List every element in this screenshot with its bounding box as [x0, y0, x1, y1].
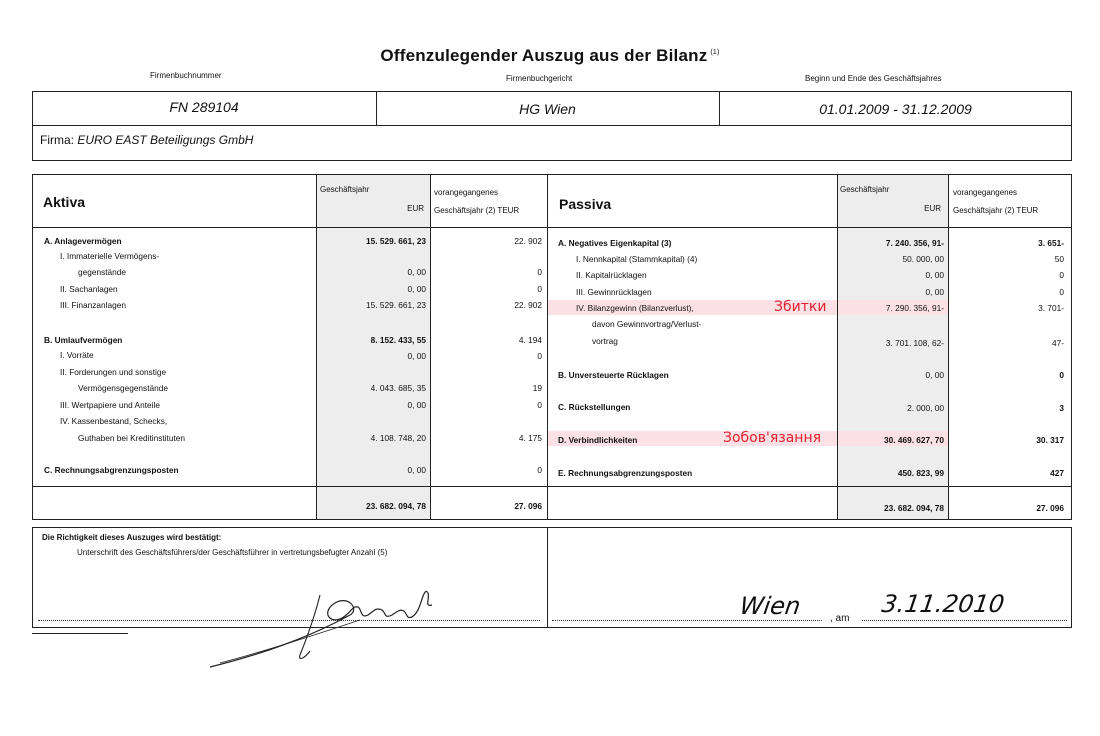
passiva-row-label: E. Rechnungsabgrenzungsposten — [558, 468, 693, 478]
aktiva-row-label: III. Finanzanlagen — [60, 300, 126, 310]
confirmation-subline: Unterschrift des Geschäftsführers/der Geschäftsführer in vertretungsbefugter Anzahl (5) — [77, 548, 388, 557]
label-geschaeftsjahr: Beginn und Ende des Geschäftsjahres — [805, 74, 942, 83]
firma-row — [40, 133, 253, 147]
date-line — [862, 620, 1067, 621]
aktiva-row-prev: 19 — [532, 383, 542, 393]
passiva-col1-head: Geschäftsjahr — [840, 185, 890, 194]
passiva-total-current: 23. 682. 094, 78 — [884, 503, 944, 513]
aktiva-row-label: Guthaben bei Kreditinstituten — [78, 433, 186, 443]
aktiva-row-label: B. Umlaufvermögen — [44, 335, 123, 345]
aktiva-row-prev: 0 — [537, 284, 542, 294]
passiva-row-label: C. Rückstellungen — [558, 402, 631, 412]
period-value: 01.01.2009 - 31.12.2009 — [819, 101, 972, 117]
annotation-liabilities: Зобов'язання — [723, 430, 822, 446]
firmenbuchnummer-value: FN 289104 — [169, 99, 239, 115]
aktiva-heading: Aktiva — [43, 194, 86, 210]
firmenbuchgericht-value: HG Wien — [519, 101, 576, 117]
passiva-row-prev: 3. 701- — [1038, 303, 1064, 313]
aktiva-row-label: gegenstände — [78, 267, 126, 277]
aktiva-row-label: C. Rechnungsabgrenzungsposten — [44, 465, 179, 475]
passiva-row-prev: 3. 651- — [1038, 238, 1064, 248]
passiva-row-label: B. Unversteuerte Rücklagen — [558, 370, 669, 380]
aktiva-row-value: 4. 108. 748, 20 — [370, 433, 426, 443]
passiva-row-value: 50. 000, 00 — [902, 254, 944, 264]
passiva-row-value: 0, 00 — [925, 370, 944, 380]
aktiva-row-prev: 0 — [537, 267, 542, 277]
passiva-row-prev: 3 — [1059, 403, 1064, 413]
place-line — [552, 620, 822, 621]
passiva-row-label: A. Negatives Eigenkapital (3) — [558, 238, 672, 248]
aktiva-row-value: 4. 043. 685, 35 — [370, 383, 426, 393]
passiva-row-prev: 0 — [1059, 270, 1064, 280]
passiva-row-value: 30. 469. 627, 70 — [884, 435, 944, 445]
passiva-row-value: 2. 000, 00 — [907, 403, 944, 413]
aktiva-col1-head: Geschäftsjahr — [320, 185, 370, 194]
date-handwritten: 3.11.2010 — [880, 590, 1007, 618]
aktiva-row-value: 15. 529. 661, 23 — [366, 236, 426, 246]
am-label: , am — [830, 613, 850, 624]
aktiva-row-value: 0, 00 — [407, 284, 426, 294]
passiva-row-label: davon Gewinnvortrag/Verlust- — [592, 319, 702, 329]
passiva-heading: Passiva — [559, 196, 612, 212]
aktiva-row-value: 0, 00 — [407, 400, 426, 410]
aktiva-row-label: IV. Kassenbestand, Schecks, — [60, 416, 168, 426]
aktiva-col2-head1: vorangegangenes — [434, 188, 499, 197]
aktiva-row-value: 8. 152. 433, 55 — [370, 335, 426, 345]
passiva-row-value: 0, 00 — [925, 270, 944, 280]
aktiva-total-prev: 27. 096 — [514, 501, 542, 511]
aktiva-row-label: I. Vorräte — [60, 350, 94, 360]
passiva-row-value: 0, 00 — [925, 287, 944, 297]
aktiva-row-prev: 0 — [537, 465, 542, 475]
aktiva-row-label: A. Anlagevermögen — [44, 236, 122, 246]
passiva-total-prev: 27. 096 — [1036, 503, 1064, 513]
passiva-row-prev: 47- — [1052, 338, 1064, 348]
aktiva-row-prev: 0 — [537, 400, 542, 410]
aktiva-total-current: 23. 682. 094, 78 — [366, 501, 426, 511]
passiva-row-prev: 30. 317 — [1036, 435, 1064, 445]
aktiva-row-prev: 0 — [537, 351, 542, 361]
passiva-row-label: D. Verbindlichkeiten — [558, 435, 638, 445]
passiva-row-value: 7. 290. 356, 91- — [885, 303, 944, 313]
passiva-col2-head2: Geschäftsjahr (2) TEUR — [953, 206, 1039, 215]
passiva-row-value: 7. 240. 356, 91- — [885, 238, 944, 248]
firma-value: EURO EAST Beteiligungs GmbH — [77, 133, 254, 147]
passiva-row-label: IV. Bilanzgewinn (Bilanzverlust), — [576, 303, 694, 313]
passiva-row-prev: 427 — [1050, 468, 1064, 478]
aktiva-row-label: I. Immaterielle Vermögens- — [60, 251, 160, 261]
passiva-row-value: 450. 823, 99 — [897, 468, 944, 478]
aktiva-col1-unit: EUR — [407, 204, 424, 213]
aktiva-row-label: III. Wertpapiere und Anteile — [60, 400, 160, 410]
aktiva-row-prev: 4. 194 — [518, 335, 542, 345]
passiva-col2-head1: vorangegangenes — [953, 188, 1018, 197]
firma-label: Firma: — [40, 133, 74, 147]
aktiva-row-value: 0, 00 — [407, 267, 426, 277]
aktiva-col2-head2: Geschäftsjahr (2) TEUR — [434, 206, 520, 215]
passiva-row-label: I. Nennkapital (Stammkapital) (4) — [576, 254, 698, 264]
passiva-row-prev: 0 — [1059, 370, 1064, 380]
aktiva-row-value: 0, 00 — [407, 465, 426, 475]
place-handwritten: Wien — [738, 592, 803, 620]
aktiva-row-label: II. Forderungen und sonstige — [60, 367, 167, 377]
passiva-row-prev: 0 — [1059, 287, 1064, 297]
document-title: Offenzulegender Auszug aus der Bilanz $^{(1)}$ — [380, 46, 720, 65]
confirmation-heading: Die Richtigkeit dieses Auszuges wird bestätigt: — [42, 533, 222, 542]
aktiva-row-value: 0, 00 — [407, 351, 426, 361]
aktiva-row-prev: 22. 902 — [514, 236, 542, 246]
label-firmenbuchgericht: Firmenbuchgericht — [506, 74, 573, 83]
passiva-row-prev: 50 — [1054, 254, 1064, 264]
aktiva-row-prev: 4. 175 — [518, 433, 542, 443]
passiva-row-label: III. Gewinnrücklagen — [576, 287, 652, 297]
passiva-row-label: II. Kapitalrücklagen — [576, 270, 647, 280]
annotation-losses: Збитки — [774, 299, 827, 315]
aktiva-row-label: Vermögensgegenstände — [78, 383, 168, 393]
aktiva-row-value: 15. 529. 661, 23 — [366, 300, 426, 310]
passiva-col1-unit: EUR — [924, 204, 941, 213]
label-firmenbuchnummer: Firmenbuchnummer — [150, 71, 222, 80]
passiva-row-value: 3. 701. 108, 62- — [885, 338, 944, 348]
title-footnote: (1) — [710, 49, 720, 57]
aktiva-row-prev: 22. 902 — [514, 300, 542, 310]
passiva-row-label: vortrag — [592, 336, 618, 346]
aktiva-row-label: II. Sachanlagen — [60, 284, 118, 294]
signature-scribble — [200, 575, 460, 675]
